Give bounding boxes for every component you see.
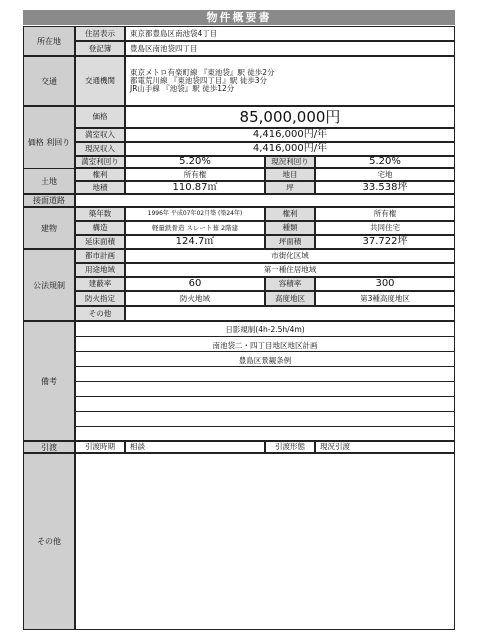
property-summary-sheet <box>23 10 455 630</box>
full-yield-label: 満室利回り <box>75 156 125 168</box>
transport-lines <box>125 56 455 106</box>
document-title: 物件概要書 <box>23 10 455 25</box>
current-income-value: 4,416,000円/年 <box>125 142 455 156</box>
location-label: 所在地 <box>23 26 75 56</box>
regulation-label: 公法規制 <box>23 249 75 321</box>
zoning-value: 第一種住居地域 <box>125 263 455 277</box>
transport-line: JR山手線 『池袋』駅 徒歩12分 <box>130 84 235 93</box>
building-right-label: 権利 <box>265 207 315 221</box>
other-label: その他 <box>23 453 75 630</box>
current-yield-value: 5.20% <box>315 156 455 168</box>
remarks-line: 日影規制(4h-2.5h/4m) <box>225 325 305 334</box>
remarks-rule <box>76 411 454 412</box>
remarks-rule <box>76 381 454 382</box>
building-tsubo-label: 坪面積 <box>265 235 315 249</box>
land-area-value: 110.87㎡ <box>125 181 265 194</box>
remarks-box <box>75 321 455 441</box>
height-label: 高度地区 <box>265 291 315 306</box>
city-plan-label: 都市計画 <box>75 249 125 263</box>
handover-form-value: 現況引渡 <box>315 441 455 453</box>
far-label: 容積率 <box>265 277 315 291</box>
price-value: 85,000,000円 <box>125 106 455 128</box>
transport-sub-label: 交通機関 <box>75 56 125 106</box>
remarks-rule <box>76 426 454 427</box>
full-yield-value: 5.20% <box>125 156 265 168</box>
transport-label: 交通 <box>23 56 75 106</box>
floor-area-value: 124.7㎡ <box>125 235 265 249</box>
remarks-rule <box>76 396 454 397</box>
building-right-value: 所有権 <box>315 207 455 221</box>
address-value: 東京都豊島区南池袋4丁目 <box>125 26 455 41</box>
registry-value: 豊島区南池袋四丁目 <box>125 41 455 56</box>
full-income-value: 4,416,000円/年 <box>125 128 455 142</box>
bcr-value: 60 <box>125 277 265 291</box>
height-value: 第3種高度地区 <box>315 291 455 306</box>
land-right-value: 所有権 <box>125 168 265 181</box>
fire-value: 防火地域 <box>125 291 265 306</box>
remarks-line: 南池袋二・四丁目地区地区計画 <box>212 341 318 350</box>
transport-line: 東京メトロ有楽町線 『東池袋』駅 徒歩2分 <box>130 68 275 77</box>
current-yield-label: 現況利回り <box>265 156 315 168</box>
full-income-label: 満室収入 <box>75 128 125 142</box>
land-tsubo-value: 33.538坪 <box>315 181 455 194</box>
land-area-label: 地積 <box>75 181 125 194</box>
structure-label: 構造 <box>75 221 125 235</box>
structure-value: 軽量鉄骨造 スレート葺 2階建 <box>125 221 265 235</box>
price-label: 価格 利回り <box>23 106 75 178</box>
built-label: 築年数 <box>75 207 125 221</box>
registry-label: 登記簿 <box>75 41 125 56</box>
remarks-rule <box>76 351 454 352</box>
other-box <box>75 453 455 630</box>
other-regulation-value <box>125 306 455 321</box>
zoning-label: 用途地域 <box>75 263 125 277</box>
current-income-label: 現況収入 <box>75 142 125 156</box>
floor-area-label: 延床面積 <box>75 235 125 249</box>
remarks-line: 豊島区景観条例 <box>238 356 292 365</box>
handover-form-label: 引渡形態 <box>265 441 315 453</box>
type-label: 種類 <box>265 221 315 235</box>
remarks-rule <box>76 336 454 337</box>
remarks-rule <box>76 366 454 367</box>
built-value: 1996年 平成07年02月築 (築24年) <box>125 207 265 221</box>
building-tsubo-value: 37.722坪 <box>315 235 455 249</box>
building-label: 建物 <box>23 207 75 249</box>
road-label: 接面道路 <box>23 194 75 207</box>
price-sub-label: 価格 <box>75 106 125 128</box>
land-tsubo-label: 坪 <box>265 181 315 194</box>
land-label: 土地 <box>23 168 75 194</box>
transport-line: 都電荒川線 『東池袋四丁目』駅 徒歩3分 <box>130 76 268 85</box>
land-category-label: 地目 <box>265 168 315 181</box>
address-label: 住居表示 <box>75 26 125 41</box>
land-category-value: 宅地 <box>315 168 455 181</box>
land-right-label: 権利 <box>75 168 125 181</box>
other-regulation-label: その他 <box>75 306 125 321</box>
road-value <box>75 194 455 207</box>
far-value: 300 <box>315 277 455 291</box>
handover-time-label: 引渡時期 <box>75 441 125 453</box>
bcr-label: 建蔽率 <box>75 277 125 291</box>
type-value: 共同住宅 <box>315 221 455 235</box>
fire-label: 防火指定 <box>75 291 125 306</box>
remarks-label: 備考 <box>23 321 75 441</box>
handover-time-value: 相談 <box>125 441 265 453</box>
handover-label: 引渡 <box>23 441 75 453</box>
city-plan-value: 市街化区域 <box>125 249 455 263</box>
